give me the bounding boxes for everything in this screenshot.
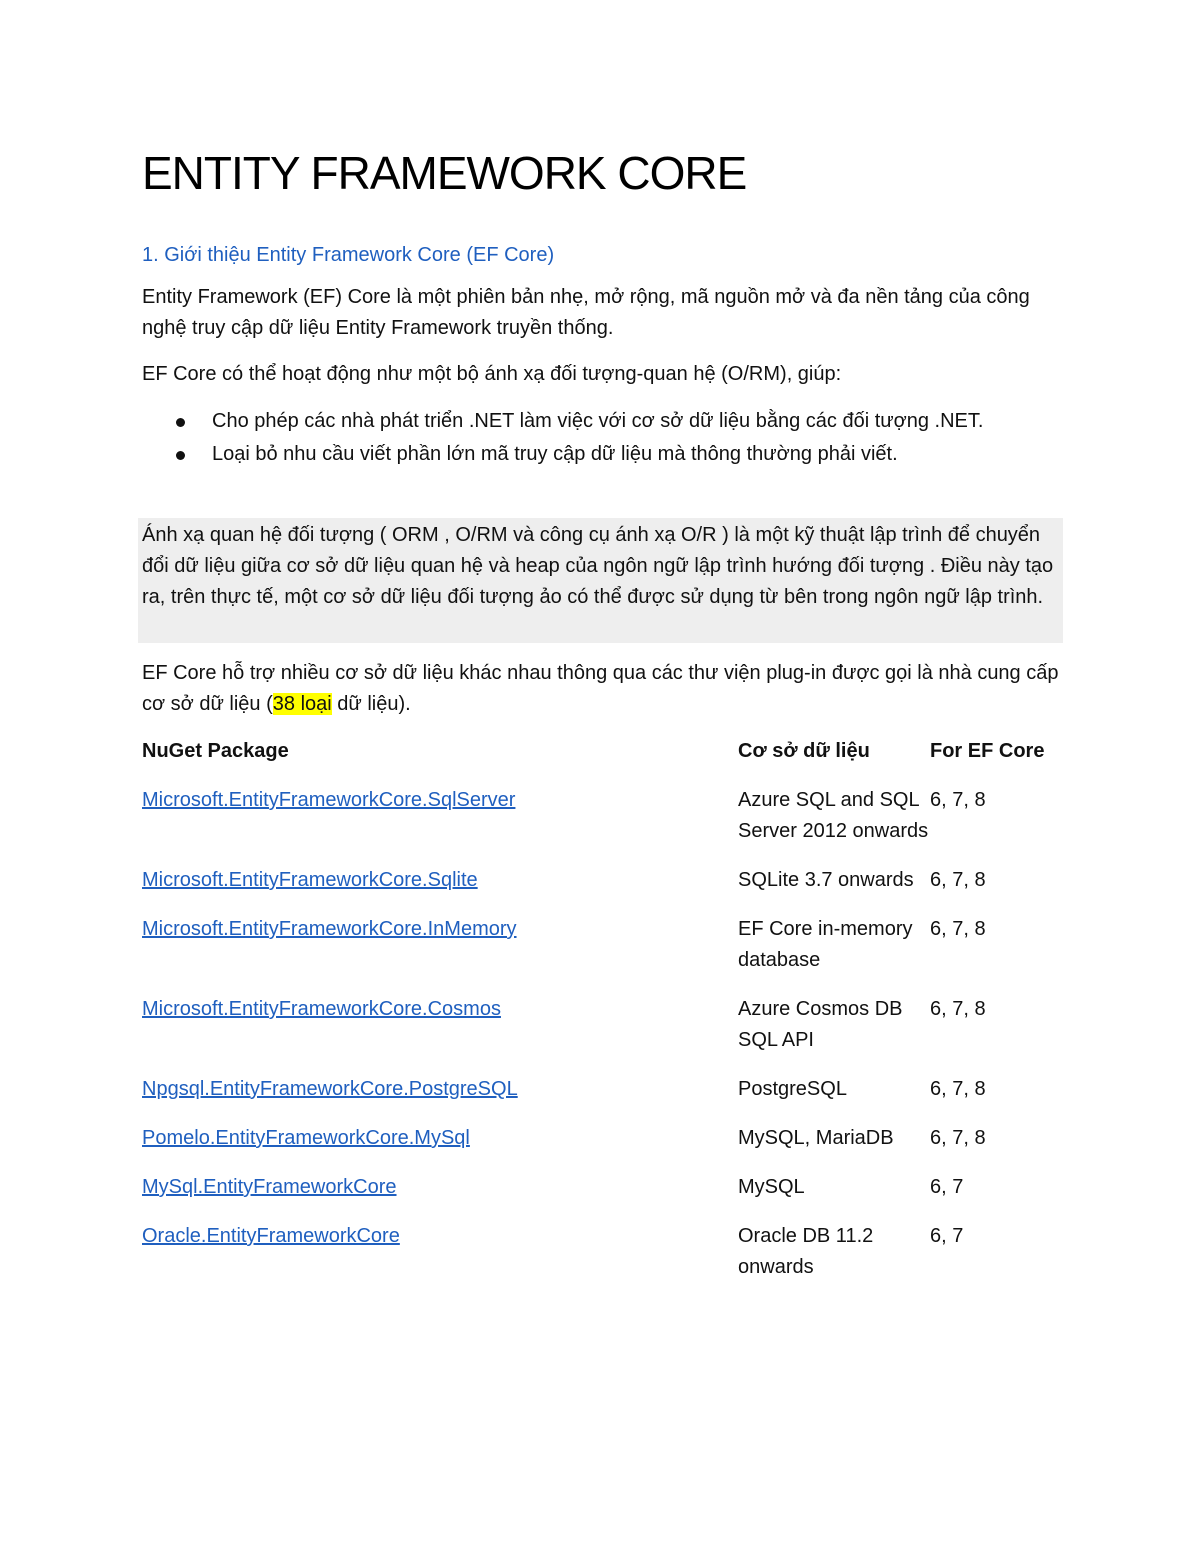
versions-cell: 6, 7, 8 xyxy=(930,1078,986,1100)
versions-cell: 6, 7, 8 xyxy=(930,1127,986,1149)
bullet-dot-icon xyxy=(176,451,185,460)
package-link[interactable]: MySql.EntityFrameworkCore xyxy=(142,1176,397,1198)
list-item-text: Loại bỏ nhu cầu viết phần lớn mã truy cập dữ liệu mà thông thường phải viết. xyxy=(212,443,898,465)
table-row xyxy=(142,1221,1067,1301)
table-row xyxy=(142,865,1067,914)
header-versions: For EF Core xyxy=(930,740,1045,762)
package-link[interactable]: Npgsql.EntityFrameworkCore.PostgreSQL xyxy=(142,1078,518,1100)
package-cell xyxy=(142,914,738,994)
package-link[interactable]: Microsoft.EntityFrameworkCore.Cosmos xyxy=(142,998,501,1020)
database-cell: Azure SQL and SQL Server 2012 onwards xyxy=(738,789,929,842)
list-item xyxy=(142,406,1022,437)
versions-cell: 6, 7, 8 xyxy=(930,869,986,891)
database-cell: PostgreSQL xyxy=(738,1078,847,1100)
bullet-dot-icon xyxy=(176,418,185,427)
package-link[interactable]: Oracle.EntityFrameworkCore xyxy=(142,1225,400,1247)
table-row xyxy=(142,785,1067,865)
package-link[interactable]: Microsoft.EntityFrameworkCore.InMemory xyxy=(142,918,517,940)
package-cell xyxy=(142,865,738,914)
shaded-definition-block xyxy=(138,518,1063,643)
package-link[interactable]: Microsoft.EntityFrameworkCore.Sqlite xyxy=(142,869,478,891)
package-cell xyxy=(142,994,738,1074)
benefit-list xyxy=(142,406,1062,472)
header-package: NuGet Package xyxy=(142,740,289,762)
database-cell: Azure Cosmos DB SQL API xyxy=(738,998,903,1051)
header-database: Cơ sở dữ liệu xyxy=(738,740,870,762)
list-item xyxy=(142,439,1022,470)
table-header-row xyxy=(142,736,1067,785)
shaded-paragraph: Ánh xạ quan hệ đối tượng ( ORM , O/RM và công cụ ánh xạ O/R ) là một kỹ thuật lập trình để chuyển đổi dữ liệu giữa cơ sở dữ liệu quan hệ và heap của ngôn ngữ lập trình hướng đối tượng . Điều này tạo ra, trên thực tế, một cơ sở dữ liệu đối tượng ảo có thể được sử dụng từ bên trong ngôn ngữ lập trình. xyxy=(142,524,1054,608)
table-row xyxy=(142,994,1067,1074)
document-title: ENTITY FRAMEWORK CORE xyxy=(142,147,747,199)
versions-cell: 6, 7 xyxy=(930,1176,964,1198)
intro-paragraph: Entity Framework (EF) Core là một phiên bản nhẹ, mở rộng, mã nguồn mở và đa nền tảng của công nghệ truy cập dữ liệu Entity Framework truyền thống. xyxy=(142,286,1030,339)
versions-cell: 6, 7, 8 xyxy=(930,918,986,940)
versions-cell: 6, 7, 8 xyxy=(930,998,986,1020)
table-row xyxy=(142,914,1067,994)
section-heading: 1. Giới thiệu Entity Framework Core (EF Core) xyxy=(142,244,555,266)
database-cell: Oracle DB 11.2 onwards xyxy=(738,1225,874,1278)
package-cell xyxy=(142,785,738,865)
database-cell: MySQL xyxy=(738,1176,805,1198)
package-link[interactable]: Microsoft.EntityFrameworkCore.SqlServer xyxy=(142,789,516,811)
table-row xyxy=(142,1172,1067,1221)
database-cell: SQLite 3.7 onwards xyxy=(738,869,914,891)
table-row xyxy=(142,1123,1067,1172)
highlighted-count: 38 loại xyxy=(272,693,332,715)
orm-paragraph: EF Core có thể hoạt động như một bộ ánh xạ đối tượng-quan hệ (O/RM), giúp: xyxy=(142,363,842,385)
versions-cell: 6, 7, 8 xyxy=(930,789,986,811)
providers-text-before: EF Core hỗ trợ nhiều cơ sở dữ liệu khác nhau thông qua các thư viện plug-in được gọi là nhà cung cấp cơ sở dữ liệu ( xyxy=(142,662,1059,715)
providers-text-after: dữ liệu). xyxy=(331,693,411,715)
database-cell: EF Core in-memory database xyxy=(738,918,913,971)
package-link[interactable]: Pomelo.EntityFrameworkCore.MySql xyxy=(142,1127,470,1149)
versions-cell: 6, 7 xyxy=(930,1225,964,1247)
package-cell xyxy=(142,1221,738,1301)
package-cell xyxy=(142,1074,738,1123)
package-cell xyxy=(142,1172,738,1221)
provider-table xyxy=(142,736,1067,1301)
database-cell: MySQL, MariaDB xyxy=(738,1127,894,1149)
list-item-text: Cho phép các nhà phát triển .NET làm việc với cơ sở dữ liệu bằng các đối tượng .NET. xyxy=(212,410,984,432)
package-cell xyxy=(142,1123,738,1172)
providers-paragraph xyxy=(142,658,1062,720)
table-row xyxy=(142,1074,1067,1123)
